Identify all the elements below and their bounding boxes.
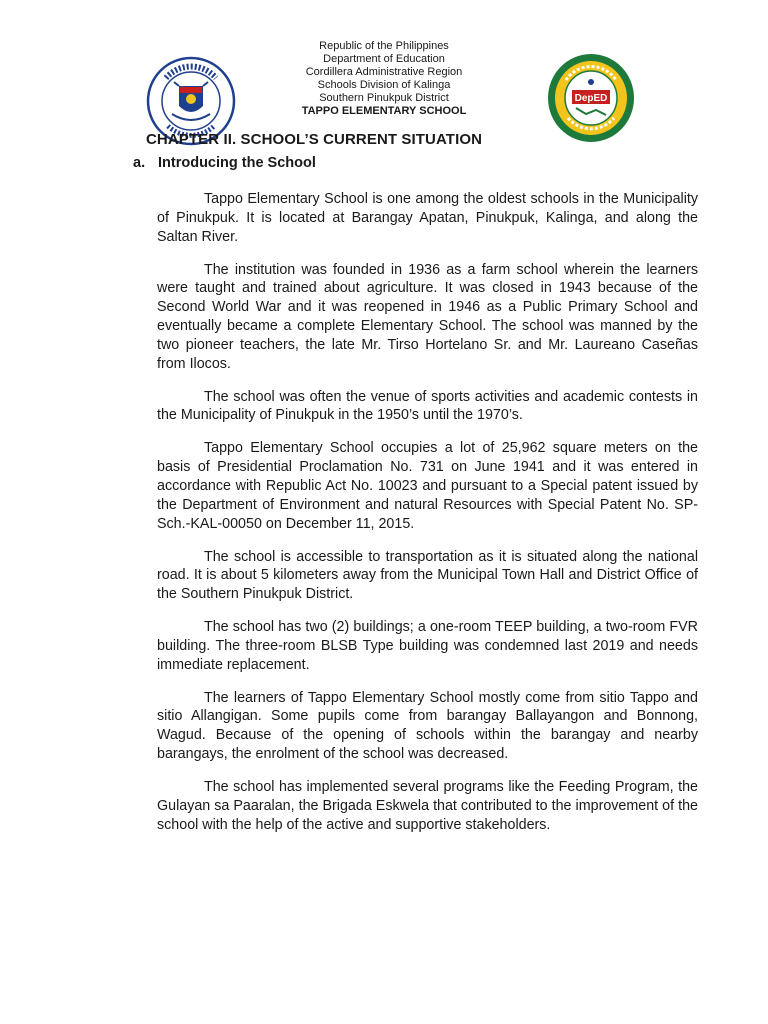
section-heading xyxy=(133,155,316,171)
paragraph: The learners of Tappo Elementary School mostly come from sitio Tappo and sitio Allangigan. Some pupils come from barangay Ballayangon and Bonnong, Wagud. Because of the opening of schools within the barangay and nearby barangays, the enrolment of the school was decreased. xyxy=(157,689,698,763)
letterhead-line: Cordillera Administrative Region xyxy=(305,66,463,78)
paragraph: The school has implemented several programs like the Feeding Program, the Gulayan sa Paaralan, the Brigada Eskwela that contributed to the improvement of the school with the help of the active and supportive stakeholders. xyxy=(157,779,698,833)
school-seal-icon xyxy=(546,52,636,144)
chapter-title: CHAPTER II. SCHOOL’S CURRENT SITUATION xyxy=(146,131,483,148)
letterhead-school-name: TAPPO ELEMENTARY SCHOOL xyxy=(301,105,467,117)
letterhead-line: Schools Division of Kalinga xyxy=(317,79,451,91)
body-text xyxy=(157,190,698,849)
paragraph: The school has two (2) buildings; a one-room TEEP building, a two-room FVR building. The three-room BLSB Type building was condemned last 2019 and needs immediate replacement. xyxy=(157,619,698,673)
paragraph: The school is accessible to transportation as it is situated along the national road. It is about 5 kilometers away from the Municipal Town Hall and District Office of the Southern Pinukpuk District. xyxy=(157,548,698,603)
paragraph: Tappo Elementary School is one among the oldest schools in the Municipality of Pinukpuk. It is located at Barangay Apatan, Pinukpuk, Kalinga, and along the Saltan River. xyxy=(157,191,698,245)
paragraph: The school was often the venue of sports activities and academic contests in the Municipality of Pinukpuk in the 1950’s until the 1970’s. xyxy=(157,388,698,424)
paragraph: Tappo Elementary School occupies a lot of 25,962 square meters on the basis of Presidential Proclamation No. 731 on June 1941 and it was entered in accordance with Republic Act No. 10023 and pursuant to a Special patent issued by the Department of Environment and natural Resources with Special Patent No. SP-Sch.-KAL-00050 on December 11, 2015. xyxy=(157,440,698,532)
letterhead-line: Republic of the Philippines xyxy=(319,40,449,52)
section-marker: a. xyxy=(133,155,146,171)
letterhead-line: Department of Education xyxy=(323,53,445,65)
section-title: Introducing the School xyxy=(158,155,316,171)
paragraph: The institution was founded in 1936 as a farm school wherein the learners were taught and trained about agriculture. It was closed in 1943 because of the Second World War and it was reopened in 1946 as a Public Primary School and eventually became a complete Elementary School. The school was manned by the two pioneer teachers, the late Mr. Tirso Hortelano Sr. and Mr. Laureano Caseñas from Ilocos. xyxy=(157,261,698,372)
letterhead-line: Southern Pinukpuk District xyxy=(319,92,449,104)
svg-text:DepED: DepED xyxy=(574,93,608,104)
